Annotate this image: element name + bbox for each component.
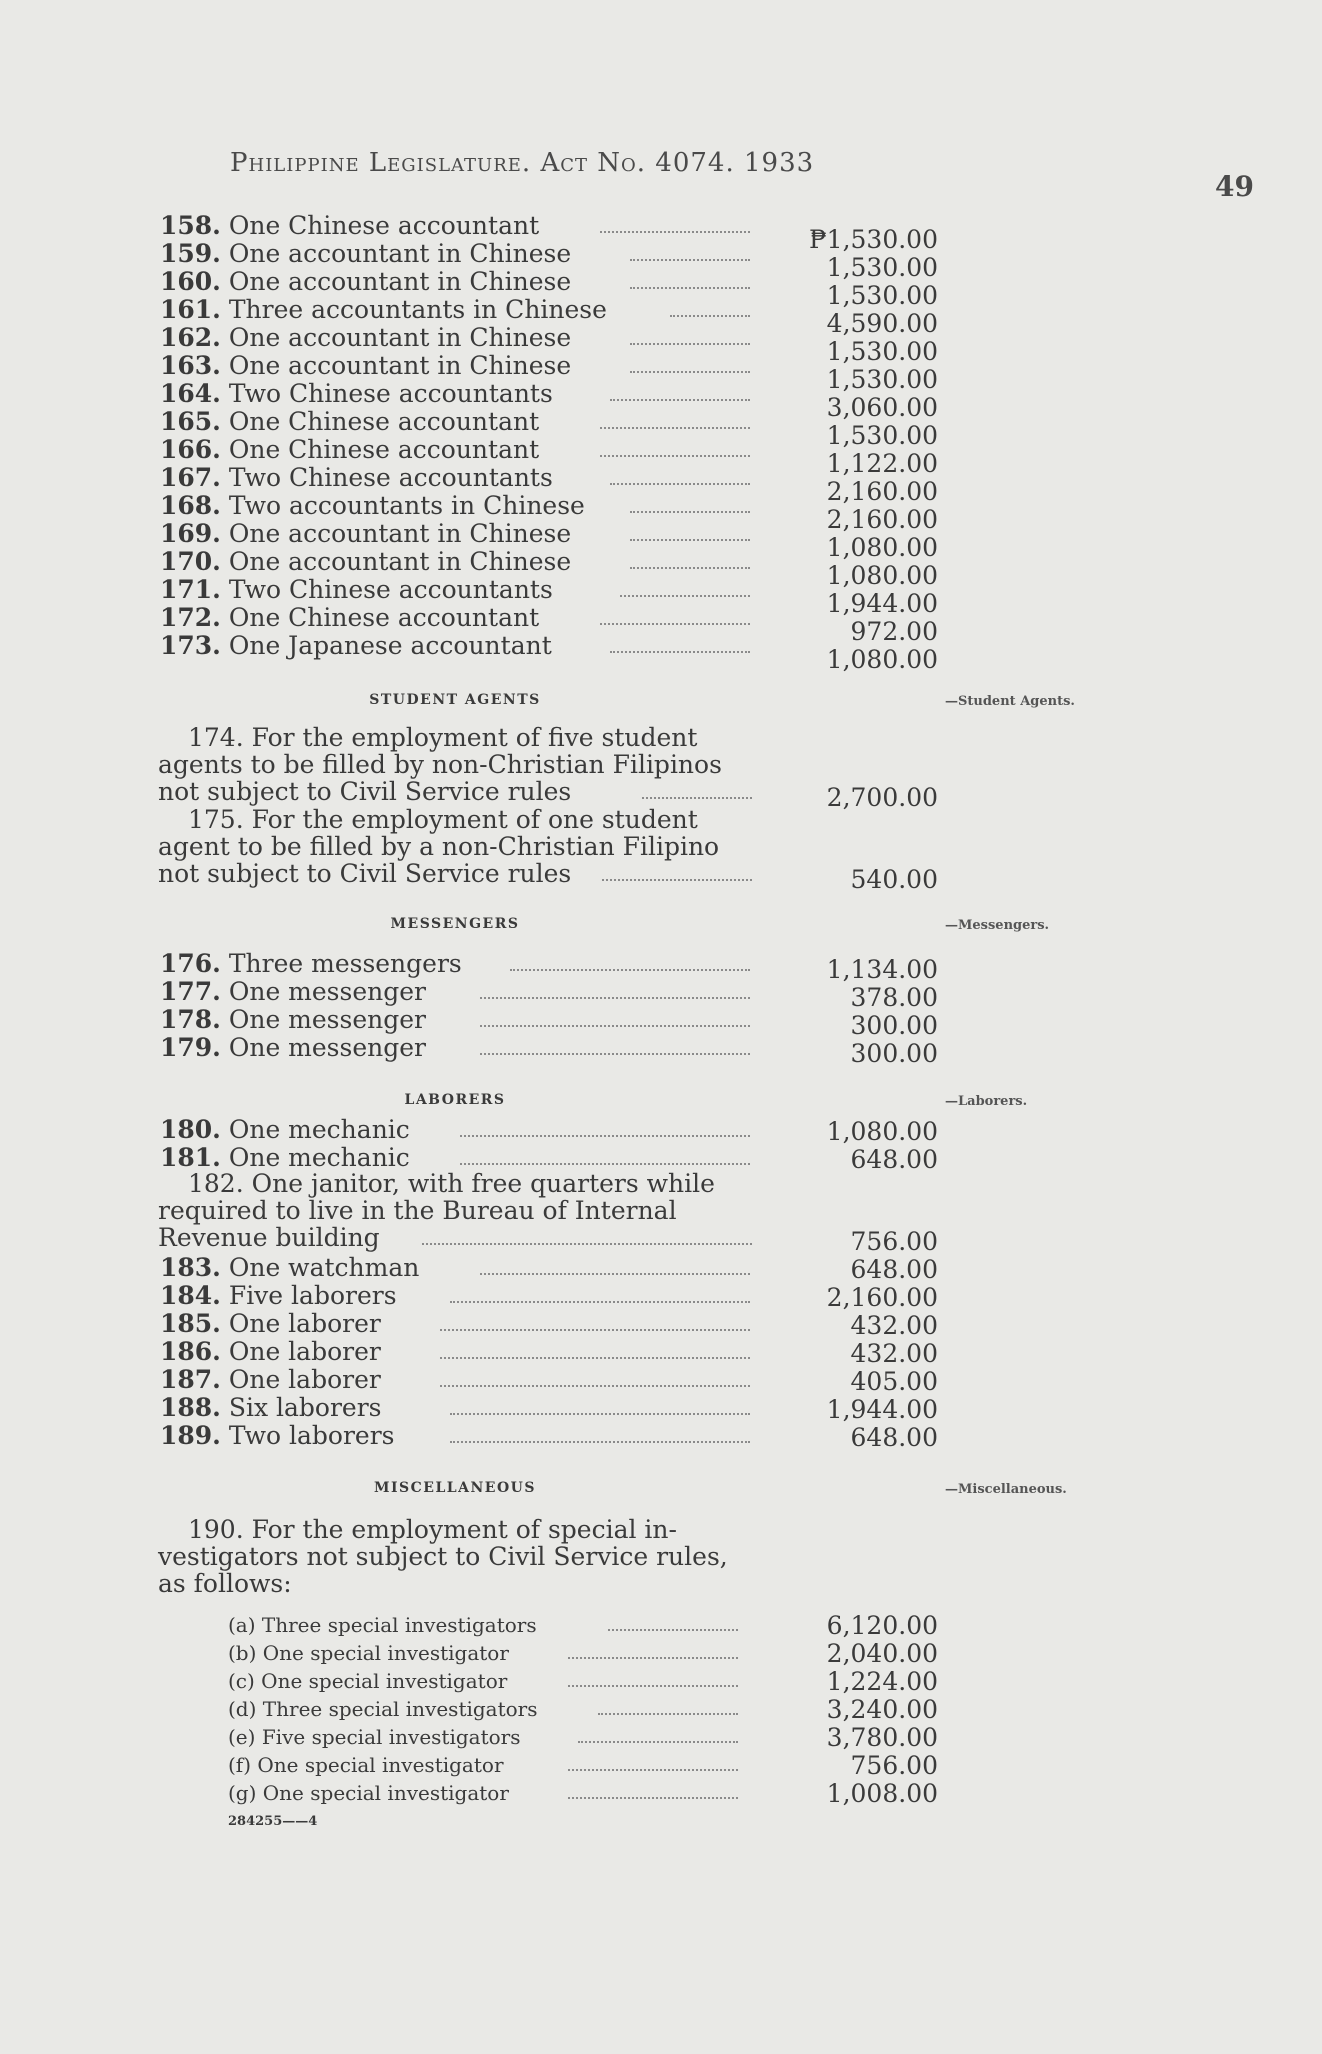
amount: 1,080.00 [826,1117,938,1146]
paragraph-175: 175. For the employment of one student agent to be filled by a non-Christian Filipino not subject to Civil Service rules [158,805,720,888]
list-item: 185. One laborer [160,1310,750,1338]
list-item: 177. One messenger [160,978,750,1006]
amount: 1,944.00 [826,1395,938,1424]
amount: 2,160.00 [826,477,938,506]
list-item: 159. One accountant in Chinese [160,240,750,268]
list-item: 162. One accountant in Chinese [160,324,750,352]
list-item: 170. One accountant in Chinese [160,548,750,576]
list-item: 178. One messenger [160,1006,750,1034]
paragraph-174: 174. For the employment of five student agents to be filled by non-Christian Filipinos not subject to Civil Service rules [158,723,722,806]
page-number: 49 [1215,170,1254,203]
list-item: 168. Two accountants in Chinese [160,492,750,520]
section-heading-laborers: LABORERS [404,1092,506,1108]
list-item: 186. One laborer [160,1338,750,1366]
list-item: 169. One accountant in Chinese [160,520,750,548]
amount: 378.00 [850,983,938,1012]
amount: 300.00 [850,1039,938,1068]
list-item: 187. One laborer [160,1366,750,1394]
list-item: 163. One accountant in Chinese [160,352,750,380]
amount: 1,122.00 [826,449,938,478]
amount: 432.00 [850,1311,938,1340]
list-item: 172. One Chinese accountant [160,604,750,632]
amount: 4,590.00 [826,309,938,338]
list-item: (b) One special investigator [228,1640,738,1666]
section-heading-miscellaneous: MISCELLANEOUS [373,1480,536,1496]
list-item: 167. Two Chinese accountants [160,464,750,492]
amount: 1,080.00 [826,645,938,674]
list-item: 180. One mechanic [160,1116,750,1144]
side-note-messengers: —Messengers. [945,918,1050,933]
list-item: 160. One accountant in Chinese [160,268,750,296]
amount: 1,530.00 [826,365,938,394]
amount: 1,530.00 [826,421,938,450]
amount: 3,060.00 [826,393,938,422]
side-note-laborers: —Laborers. [945,1094,1028,1109]
amount: 2,040.00 [826,1639,938,1668]
paragraph-190: 190. For the employment of special in- vestigators not subject to Civil Service rules, as follows: [158,1515,728,1598]
list-item: (d) Three special investigators [228,1696,738,1722]
side-note-miscellaneous: —Miscellaneous. [945,1482,1067,1497]
amount: 2,160.00 [826,505,938,534]
list-item: 165. One Chinese accountant [160,408,750,436]
list-item: (a) Three special investigators [228,1612,738,1638]
amount: 1,134.00 [826,955,938,984]
list-item: 183. One watchman [160,1254,750,1282]
amount: 648.00 [850,1423,938,1452]
list-item: 171. Two Chinese accountants [160,576,750,604]
list-item: 189. Two laborers [160,1422,750,1450]
amount: 540.00 [850,865,938,894]
amount: 972.00 [850,617,938,646]
amount: ₱1,530.00 [809,225,938,254]
list-item: (f) One special investigator [228,1752,738,1778]
list-item: 179. One messenger [160,1034,750,1062]
list-item: (e) Five special investigators [228,1724,738,1750]
amount: 1,080.00 [826,533,938,562]
amount: 1,530.00 [826,253,938,282]
list-item: 188. Six laborers [160,1394,750,1422]
list-item: (c) One special investigator [228,1668,738,1694]
amount: 1,224.00 [826,1667,938,1696]
side-note-student-agents: —Student Agents. [945,694,1075,709]
list-item: 166. One Chinese accountant [160,436,750,464]
list-item: (g) One special investigator [228,1780,738,1806]
amount: 2,700.00 [826,783,938,812]
amount: 2,160.00 [826,1283,938,1312]
list-item: 158. One Chinese accountant [160,212,750,240]
list-item: 184. Five laborers [160,1282,750,1310]
running-header: Philippine Legislature. Act No. 4074. 1933 [230,148,815,178]
section-heading-messengers: MESSENGERS [390,916,520,932]
amount: 3,240.00 [826,1695,938,1724]
section-heading-student-agents: STUDENT AGENTS [369,692,541,708]
amount: 1,080.00 [826,561,938,590]
amount: 300.00 [850,1011,938,1040]
list-item: 181. One mechanic [160,1144,750,1172]
paragraph-182: 182. One janitor, with free quarters while required to live in the Bureau of Internal Revenue building [158,1169,715,1252]
list-item: 173. One Japanese accountant [160,632,750,660]
amount: 648.00 [850,1145,938,1174]
amount: 1,944.00 [826,589,938,618]
amount: 756.00 [850,1227,938,1256]
list-item: 164. Two Chinese accountants [160,380,750,408]
amount: 405.00 [850,1367,938,1396]
amount: 648.00 [850,1255,938,1284]
amount: 3,780.00 [826,1723,938,1752]
list-item: 161. Three accountants in Chinese [160,296,750,324]
amount: 432.00 [850,1339,938,1368]
signature-mark: 284255——4 [228,1814,318,1829]
amount: 6,120.00 [826,1611,938,1640]
amount: 1,008.00 [826,1779,938,1808]
amount: 1,530.00 [826,281,938,310]
amount: 1,530.00 [826,337,938,366]
list-item: 176. Three messengers [160,950,750,978]
amount: 756.00 [850,1751,938,1780]
